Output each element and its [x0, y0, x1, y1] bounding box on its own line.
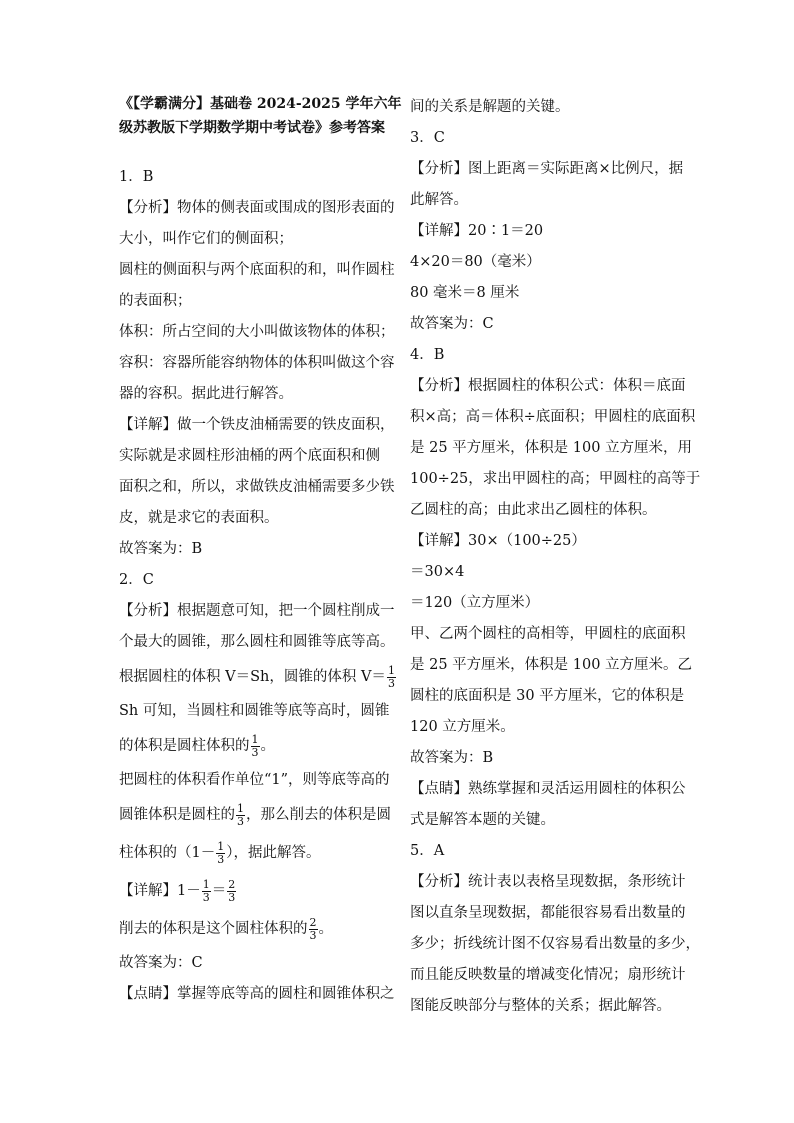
- q2-line: 【详解】1－ $\frac{1}{3}$ ＝ $\frac{2}{3}$: [119, 877, 236, 904]
- fraction: $\frac{1}{3}$: [202, 877, 210, 904]
- q1-line: 容积：容器所能容纳物体的体积叫做这个容: [119, 355, 395, 371]
- fraction: $\frac{1}{3}$: [251, 732, 259, 759]
- q1-line: 皮，就是求它的表面积。: [119, 510, 279, 526]
- fraction: $\frac{2}{3}$: [309, 915, 317, 942]
- q1-line: 面积之和，所以，求做铁皮油桶需要多少铁: [119, 479, 395, 495]
- right-line: 【详解】20∶1＝20: [410, 223, 544, 239]
- q1-line: 圆柱的侧面积与两个底面积的和，叫作圆柱: [119, 262, 395, 278]
- q2-line: 削去的体积是这个圆柱体积的 $\frac{2}{3}$ 。: [119, 915, 333, 942]
- right-line: 圆柱的底面积是 30 平方厘米，它的体积是: [410, 688, 685, 704]
- q2-line: 圆锥体积是圆柱的 $\frac{1}{3}$ ，那么削去的体积是圆: [119, 801, 391, 828]
- right-line: 乙圆柱的高；由此求出乙圆柱的体积。: [410, 502, 657, 518]
- fraction: $\frac{2}{3}$: [228, 877, 236, 904]
- right-line: 4．B: [410, 347, 445, 363]
- fraction: $\frac{1}{3}$: [217, 839, 225, 866]
- right-line: ＝30×4: [410, 564, 465, 580]
- q2-line: 把圆柱的体积看作单位“1”，则等底等高的: [119, 772, 390, 788]
- right-line: 此解答。: [410, 192, 468, 208]
- right-line: 100÷25，求出甲圆柱的高；甲圆柱的高等于: [410, 471, 701, 487]
- right-line: 是 25 平方厘米，体积是 100 立方厘米，用: [410, 440, 693, 456]
- q1-line: 故答案为：B: [119, 541, 203, 557]
- right-line: 故答案为：C: [410, 316, 494, 332]
- q1-line: 大小，叫作它们的侧面积；: [119, 231, 293, 247]
- document-title-line-2: 级苏教版下学期数学期中考试卷》参考答案: [119, 120, 385, 136]
- question-2-answer: 2．C: [119, 572, 154, 588]
- right-line: 80 毫米＝8 厘米: [410, 285, 520, 301]
- right-line: 图能反映部分与整体的关系；据此解答。: [410, 998, 671, 1014]
- q1-line: 器的容积。据此进行解答。: [119, 386, 293, 402]
- right-line: 【分析】统计表以表格呈现数据，条形统计: [410, 874, 686, 890]
- right-line: 积×高；高＝体积÷底面积；甲圆柱的底面积: [410, 409, 696, 425]
- right-line: 多少；折线统计图不仅容易看出数量的多少，: [410, 936, 700, 952]
- q1-line: 体积：所占空间的大小叫做该物体的体积；: [119, 324, 395, 340]
- q1-line: 【分析】物体的侧表面或围成的图形表面的: [119, 200, 395, 216]
- right-line: 120 立方厘米。: [410, 719, 515, 735]
- left-column: [119, 92, 402, 1010]
- right-line: 【详解】30×（100÷25）: [410, 533, 586, 549]
- q2-line: Sh 可知，当圆柱和圆锥等底等高时，圆锥: [119, 703, 390, 719]
- right-line: 3．C: [410, 130, 445, 146]
- document-title-line-1: 《【学霸满分】基础卷 2024-2025 学年六年: [119, 96, 402, 112]
- right-line: 4×20＝80（毫米）: [410, 254, 541, 270]
- question-1-answer: 1．B: [119, 169, 154, 185]
- fraction: $\frac{1}{3}$: [387, 663, 395, 690]
- q1-line: 【详解】做一个铁皮油桶需要的铁皮面积，: [119, 417, 395, 433]
- q2-line: 【分析】根据题意可知，把一个圆柱削成一: [119, 603, 395, 619]
- right-line: ＝120（立方厘米）: [410, 595, 540, 611]
- right-line: 而且能反映数量的增减变化情况；扇形统计: [410, 967, 686, 983]
- right-line: 是 25 平方厘米，体积是 100 立方厘米。乙: [410, 657, 693, 673]
- fraction: $\frac{1}{3}$: [237, 801, 244, 828]
- right-line: 【分析】根据圆柱的体积公式：体积＝底面: [410, 378, 686, 394]
- right-line: 甲、乙两个圆柱的高相等，甲圆柱的底面积: [410, 626, 686, 642]
- right-line: 故答案为：B: [410, 750, 494, 766]
- right-column: [410, 92, 701, 1022]
- q2-line: 柱体积的（1－ $\frac{1}{3}$ ），据此解答。: [119, 839, 321, 866]
- q2-line: 个最大的圆锥，那么圆柱和圆锥等底等高。: [119, 634, 395, 650]
- right-line: 间的关系是解题的关键。: [410, 99, 570, 115]
- q2-line: 【点睛】掌握等底等高的圆柱和圆锥体积之: [119, 986, 395, 1002]
- q1-line: 实际就是求圆柱形油桶的两个底面积和侧: [119, 448, 380, 464]
- q1-line: 的表面积；: [119, 293, 192, 309]
- q2-line: 根据圆柱的体积 V＝Sh，圆锥的体积 V＝ $\frac{1}{3}$: [119, 663, 395, 690]
- right-line: 图以直条呈现数据，都能很容易看出数量的: [410, 905, 686, 921]
- right-line: 【分析】图上距离＝实际距离×比例尺，据: [410, 161, 684, 177]
- right-line: 【点睛】熟练掌握和灵活运用圆柱的体积公: [410, 781, 686, 797]
- q2-line: 的体积是圆柱体积的 $\frac{1}{3}$ 。: [119, 732, 275, 759]
- right-line: 式是解答本题的关键。: [410, 812, 555, 828]
- q2-line: 故答案为：C: [119, 955, 203, 971]
- right-line: 5．A: [410, 843, 445, 859]
